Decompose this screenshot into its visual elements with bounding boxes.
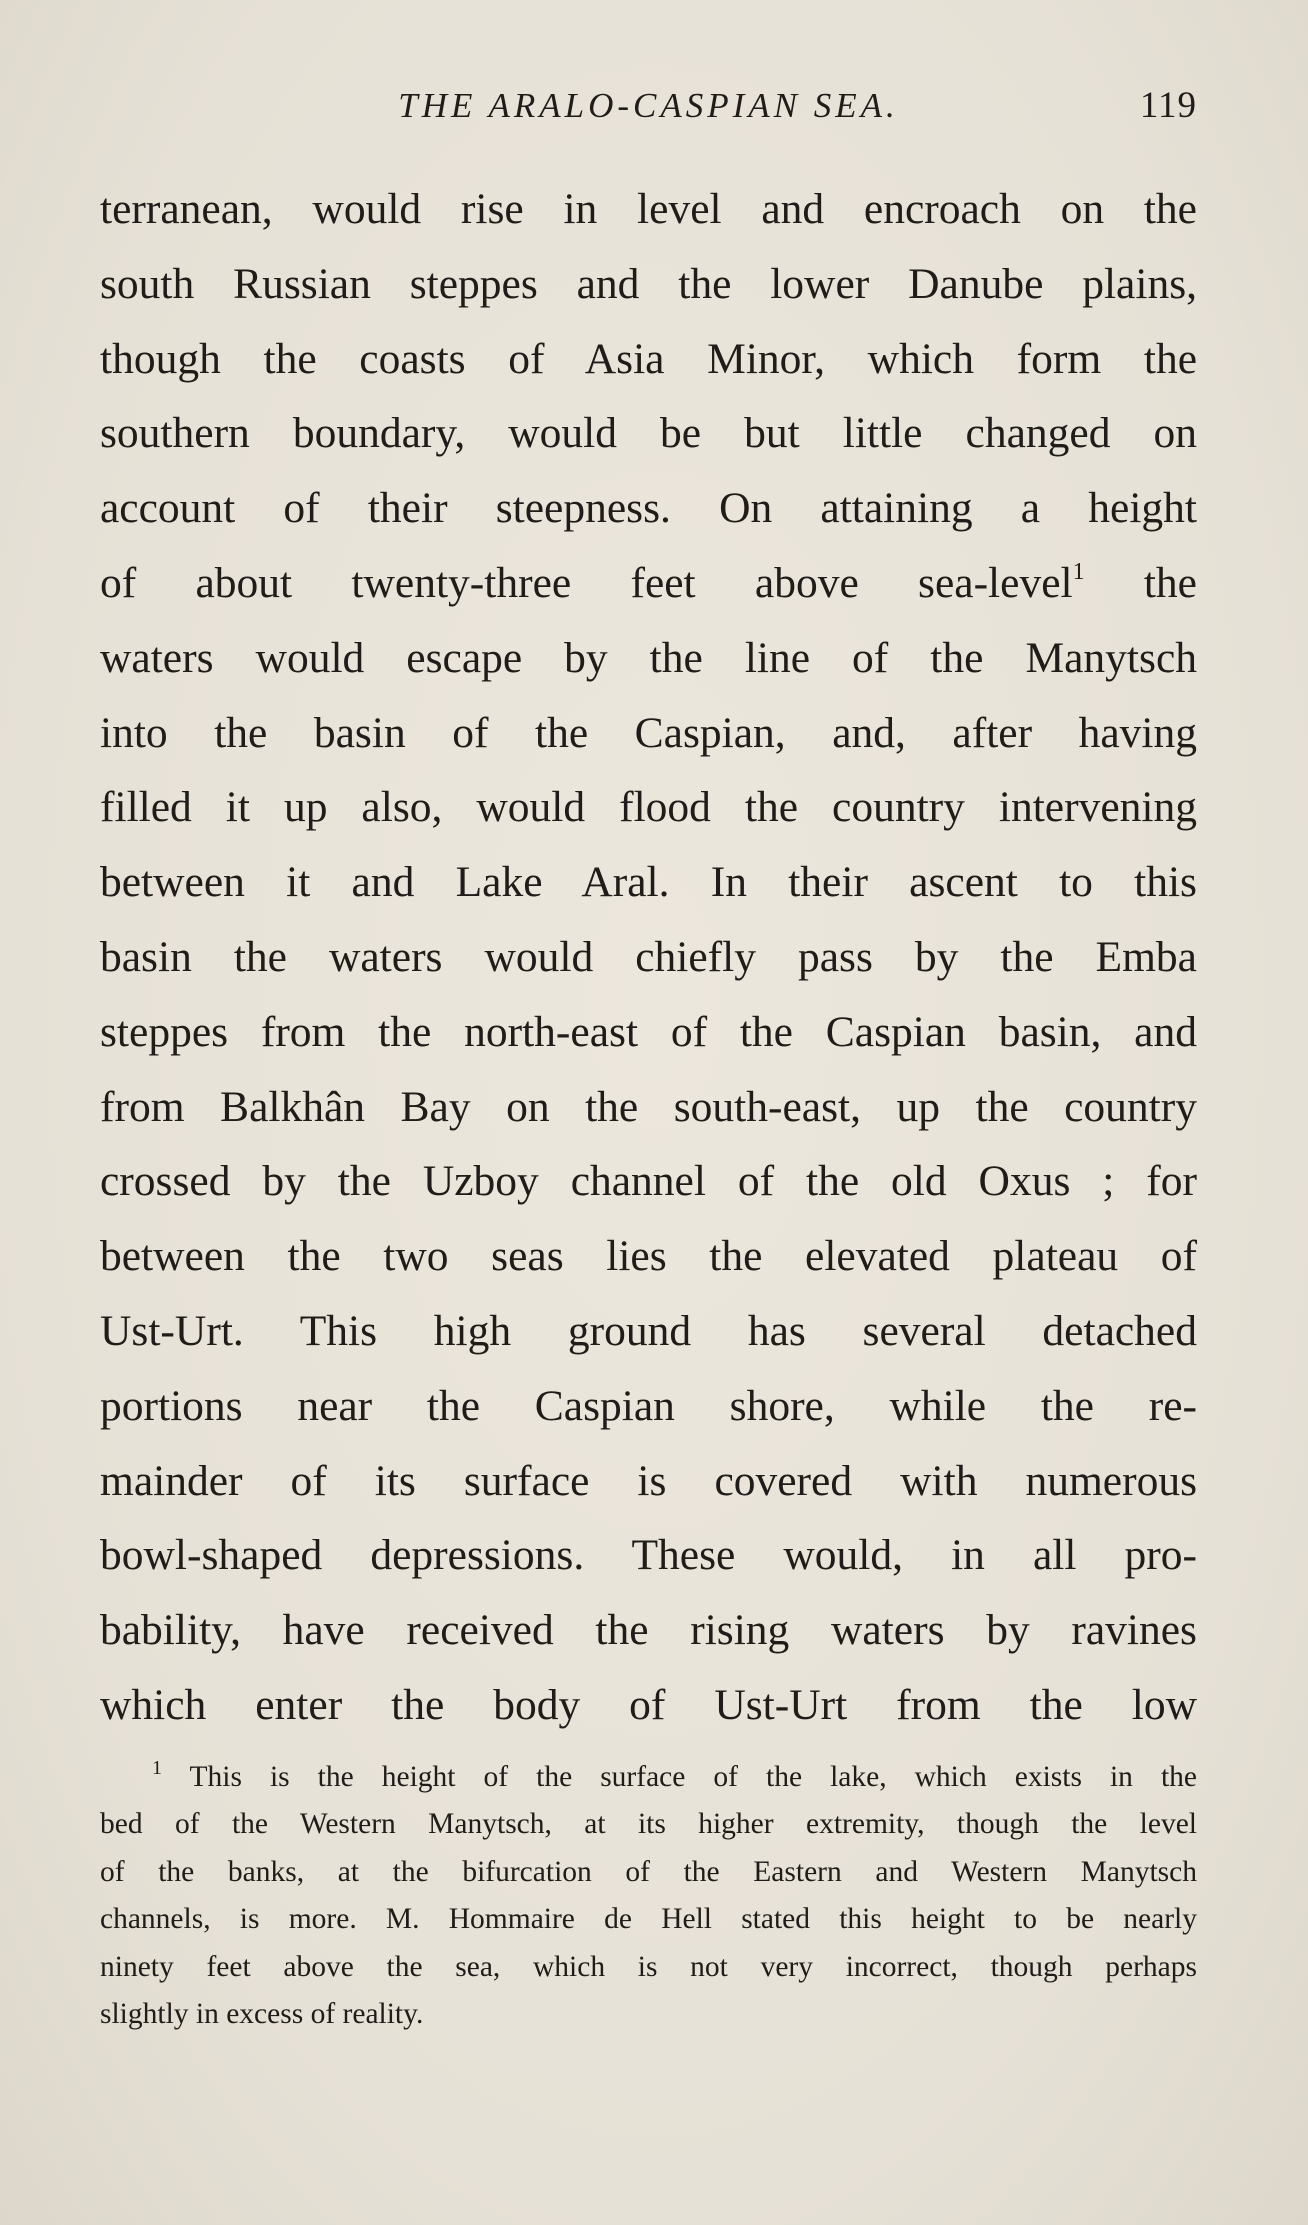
footnote-line-text: This is the height of the surface of the lake, which exists in the xyxy=(162,1761,1197,1793)
footnote-line: bed of the Western Manytsch, at its higher extremity, though the level xyxy=(100,1808,1197,1841)
text-line-part: the xyxy=(1084,558,1197,607)
text-line: crossed by the Uzboy channel of the old Oxus ; for xyxy=(100,1157,1197,1206)
text-line: from Balkhân Bay on the south-east, up the country xyxy=(100,1082,1197,1131)
footnote-reference: 1 xyxy=(1072,558,1085,585)
footnote-line: of the banks, at the bifurcation of the Eastern and Western Manytsch xyxy=(100,1855,1197,1888)
text-line: between it and Lake Aral. In their ascent to this xyxy=(100,858,1197,907)
text-line: terranean, would rise in level and encroach on the xyxy=(100,185,1197,233)
text-line-part: of about twenty-three feet above sea-level xyxy=(100,558,1073,607)
page-number: 119 xyxy=(1139,85,1197,126)
text-line: portions near the Caspian shore, while the re- xyxy=(100,1381,1197,1430)
footnote-line: channels, is more. M. Hommaire de Hell stated this height to be nearly xyxy=(100,1903,1197,1936)
running-head xyxy=(100,78,1197,134)
text-line-with-footnote-ref xyxy=(100,546,1197,621)
footnote-marker: 1 xyxy=(152,1757,162,1779)
text-line: south Russian steppes and the lower Danube plains, xyxy=(100,259,1197,308)
text-line: between the two seas lies the elevated plateau of xyxy=(100,1232,1197,1281)
running-title: THE ARALO-CASPIAN SEA. xyxy=(398,86,899,125)
footnote-line: slightly in excess of reality. xyxy=(100,1997,424,2030)
footnote-line xyxy=(100,1754,1197,1801)
text-line: filled it up also, would flood the country intervening xyxy=(100,783,1197,832)
text-line: waters would escape by the line of the Manytsch xyxy=(100,633,1197,682)
text-line: bowl-shaped depressions. These would, in all pro- xyxy=(100,1531,1197,1580)
text-line: into the basin of the Caspian, and, after having xyxy=(100,708,1197,757)
text-line: bability, have received the rising waters by ravines xyxy=(100,1606,1197,1655)
text-line: steppes from the north-east of the Caspian basin, and xyxy=(100,1007,1197,1056)
footnote-line: ninety feet above the sea, which is not very incorrect, though perhaps xyxy=(100,1950,1197,1983)
text-line: mainder of its surface is covered with numerous xyxy=(100,1456,1197,1505)
text-line: account of their steepness. On attaining a height xyxy=(100,484,1197,533)
footnote xyxy=(100,1754,1197,2038)
body-text xyxy=(100,172,1197,1743)
text-line: basin the waters would chiefly pass by the Emba xyxy=(100,932,1197,981)
text-line: which enter the body of Ust-Urt from the low xyxy=(100,1680,1197,1729)
text-line: though the coasts of Asia Minor, which form the xyxy=(100,334,1197,383)
text-line: Ust-Urt. This high ground has several detached xyxy=(100,1306,1197,1355)
text-line: southern boundary, would be but little changed on xyxy=(100,409,1197,458)
